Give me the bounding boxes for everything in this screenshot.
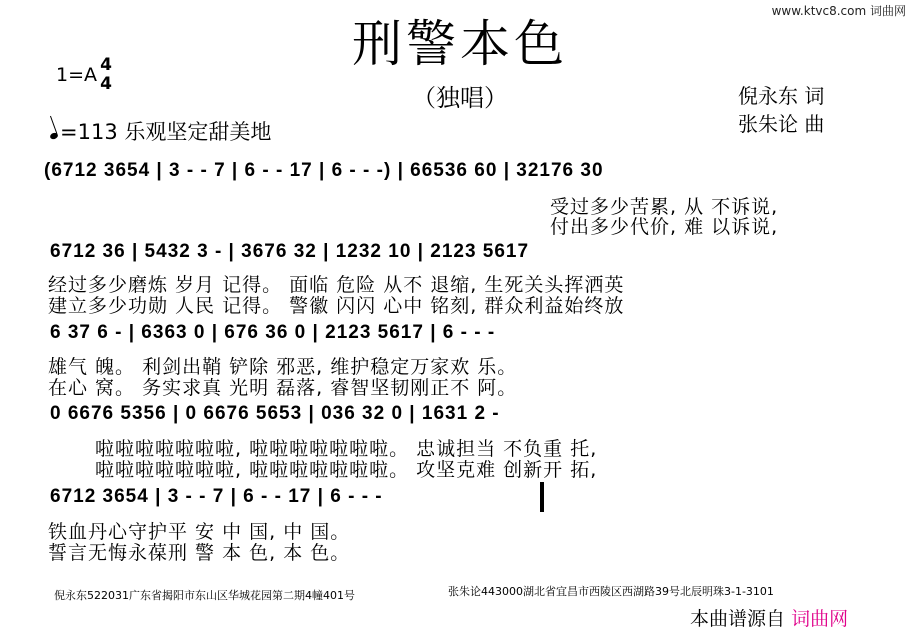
source-brand: 词曲网	[791, 608, 849, 630]
source-label: 本曲谱源自	[690, 608, 786, 630]
site-watermark: www.ktvc8.com 词曲网	[771, 4, 906, 18]
song-subtitle: （独唱）	[412, 84, 508, 112]
key-signature: 1=A	[56, 64, 98, 86]
source-note	[690, 604, 848, 631]
staff-row-2-lyrics-verse-1: 经过多少磨炼 岁月 记得。 面临 危险 从不 退缩, 生死关头挥洒英	[48, 274, 625, 296]
tempo-text: =113 乐观坚定甜美地	[60, 120, 272, 144]
time-signature-top: 4	[100, 55, 112, 75]
composer-credit: 张朱论 曲	[738, 112, 825, 136]
staff-row-4-lyrics-verse-1: 啦啦啦啦啦啦啦, 啦啦啦啦啦啦啦。 忠诚担当 不负重 托,	[95, 438, 598, 460]
song-title: 刑警本色	[352, 15, 568, 73]
staff-row-5-lyrics-verse-1: 铁血丹心守护平 安 中 国, 中 国。	[48, 521, 351, 543]
time-signature	[98, 56, 114, 94]
lyricist-address: 倪永东522031广东省揭阳市东山区华城花园第二期4幢401号	[54, 589, 355, 602]
staff-row-3-notes: 6 37 6 - | 6363 0 | 676 36 0 | 2123 5617 | 6 - - -	[50, 322, 496, 343]
staff-row-4-lyrics-verse-2: 啦啦啦啦啦啦啦, 啦啦啦啦啦啦啦。 攻坚克难 创新开 拓,	[95, 459, 598, 481]
staff-row-3-lyrics-verse-2: 在心 窝。 务实求真 光明 磊落, 睿智坚韧刚正不 阿。	[48, 377, 518, 399]
composer-address: 张朱论443000湖北省宜昌市西陵区西湖路39号北辰明珠3-1-3101	[448, 585, 774, 598]
staff-row-1-lyrics-verse-1: 受过多少苦累, 从 不诉说,	[550, 196, 779, 218]
staff-row-1-lyrics-verse-2: 付出多少代价, 难 以诉说,	[550, 216, 779, 238]
staff-row-5-notes: 6712 3654 | 3 - - 7 | 6 - - 17 | 6 - - -	[50, 486, 383, 507]
staff-row-2-notes: 6712 36 | 5432 3 - | 3676 32 | 1232 10 | 2123 5617	[50, 241, 530, 262]
staff-row-3-lyrics-verse-1: 雄气 魄。 利剑出鞘 铲除 邪恶, 维护稳定万家欢 乐。	[48, 356, 518, 378]
time-signature-bottom: 4	[100, 74, 112, 94]
staff-row-4-notes: 0 6676 5356 | 0 6676 5653 | 036 32 0 | 1631 2 -	[50, 403, 500, 424]
tempo-marking	[50, 116, 271, 146]
final-barline	[540, 482, 544, 512]
staff-row-5-lyrics-verse-2: 誓言无悔永葆刑 警 本 色, 本 色。	[48, 542, 351, 564]
lyricist-credit: 倪永东 词	[738, 84, 825, 108]
quarter-note-icon	[49, 132, 59, 140]
staff-row-1-notes: (6712 3654 | 3 - - 7 | 6 - - 17 | 6 - - -) | 66536 60 | 32176 30	[44, 160, 604, 181]
staff-row-2-lyrics-verse-2: 建立多少功勋 人民 记得。 警徽 闪闪 心中 铭刻, 群众利益始终放	[48, 295, 625, 317]
